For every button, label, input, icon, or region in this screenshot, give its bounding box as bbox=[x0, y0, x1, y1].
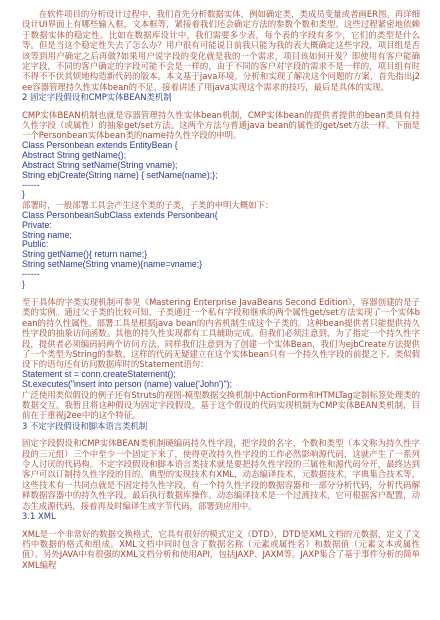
paragraph-subclass-explanation: 至于具体的字类实现机制可参见《Mastering Enterprise JavaBeans Second Edition》，容器创建的是子类的实例。通过父子类的比较可知，子类通过一个私有字段和继承的两个属性get/set方法实现了一个实体bean的持久性属性。部署工具是根据java bean的内省机制生成这个子类的。这种bean提供者只能提供持久性字段的抽象访问函数。其他的持久性实现都有工具辅助完成。但我们必须注意到，为了指定一个持久性字段，提供者必须编码码两个访问方法。同样我们注意到为了创建一个实体Bean，我们为ejbCreate方法提供了一个类型为String的参数。这样的代码无疑建立在这个实体bean只有一个持久性字段的前提之下。类似假设下的语句还有访问数据库时的Statement语句： bbox=[22, 296, 420, 370]
paragraph-struts: 广泛使用类似假设的例子还有Struts的视图-模型数据交换机制中ActionForm和HTMLTag定制标签处理类的数据交互。我暂且将这种假设为固定字段假设，基于这个假设的代码实现机制为CMP实体BEAN类机制，目前在于重视j2ee中的这个特征。 bbox=[22, 389, 420, 421]
code-line: Private: bbox=[22, 220, 52, 230]
paragraph-xml: XML是一个非常好的数据交换格式，它具有很好的模式定义（DTD），DTD是XML文档的元数据，定义了文档中数据的格式和组成。XML文档中同时包含了数据名称（元素或属性名）和数据值（元素文本或属性值）。另外JAVA中有很强的XML文档分析和使用API，包括JAXP、JAXM等。JAXP集合了基于事件分析的简单XML编程 bbox=[22, 528, 420, 570]
paragraph-deploy: 部署时，一般部署工具会产生这个类的子类，子类的申明大概如下： bbox=[22, 200, 274, 211]
code-line: String setName(String vname){name=vname;} bbox=[22, 260, 203, 270]
paragraph-unfixed-fields: 固定字段假设和CMP实体BEAN类机制硬编码持久性字段，把字段的名字，个数和类型（本文称为持久性字段的三元组）三个中至少一个固定下来了，使得更改持久性字段的工作必然影响源代码，这就产生了一系列令人讨厌的代码构。不定字段假设和脚本语言类技术就是要把持久性字段的三属性和源代码分开，最终达到客户可以订制持久性字段的目的。典型的实现技术有XML，动态编译技术，元数据技术，字典集合技术等，这些技术有一共同点就是不固定持久性字段，有一个持久性字段的数据容器和一部分分析代码，分析代码解释数据容器中的持久性字段，最后执行数据库操作。动态编译技术是一个过渡技术，它可根据客户配置，动态生成源代码，接着再及时编译生成字节代码，部署到应用中。 bbox=[22, 438, 420, 511]
code-line: ------ bbox=[22, 180, 40, 190]
paragraph-intro: 在软件项目的分析设计过程中，我们首先分析数据实体，例如确定类，类成员变量或者画ER图。再详细设计UI界面上有哪些输入框，文本框等，紧接着我们还会确定方法的参数个数和类型。这些过程紧密地依赖于数据实体的稳定性。比如在数据库设计中，我们需要多少表，每个表的字段有多少，它们的类型是什么等。但是当这个稳定性失去了怎么办？用户很有可能说日前我只能为我的表大概确定这些字段，项目组是否该等到用户确定之后再做?如果用户说字段的变化就是我的一个需求，项目该如何开发？即使用有客户能确定字段，不同的客户确定的字段可能不会是一样的，由于不同的客户对字段的需求不是一样的，项目组有时不得不不伏其烦地构造新代码的版本。本文基于java环境，分析和实现了解决这个问题的方案，首先指出j2ee容器管理持久性实体bean的不足，接着讲述了用java实现这个需求的技巧，最后是具体的实现。 bbox=[22, 9, 420, 92]
code-line: String getName(){ return name;} bbox=[22, 250, 148, 260]
code-line: Class Personbean extends EntityBean { bbox=[22, 140, 178, 150]
code-line: Public: bbox=[22, 240, 49, 250]
code-line: St.executes("insert into person (name) value('John')"); bbox=[22, 379, 233, 389]
section-heading-2: 2 固定字段假设和CMP实体BEAN类机制 bbox=[22, 92, 172, 103]
paragraph-cmp: CMP实体BEAN机制也就是容器管理持久性实体bean机制，CMP实体bean的提供者提供的bean类具有持久性字段（或属性）的抽象get/set方法。这两个方法与普通java bean的属性的get/set方法一样。下面是一个Personbean实体bean类的name持久性字段的申明。 bbox=[22, 109, 420, 141]
code-line: } bbox=[22, 280, 25, 290]
code-line: Class PersonbeanSubClass extends Personbean{ bbox=[22, 210, 218, 220]
code-line: ------ bbox=[22, 270, 40, 280]
section-heading-3-1: 3.1 XML bbox=[22, 511, 56, 522]
section-heading-3: 3 不定字段假设和脚本语言类机制 bbox=[22, 420, 148, 431]
code-line: Abstract String getName(); bbox=[22, 150, 127, 160]
code-block-statement bbox=[22, 370, 420, 390]
code-line: String name; bbox=[22, 230, 72, 240]
code-block-personbean bbox=[22, 141, 420, 200]
code-line: String ebjCreate(String name) { setName(name);}; bbox=[22, 170, 218, 180]
code-block-subclass bbox=[22, 211, 420, 290]
code-line: Statement st = conn.createStatement(); bbox=[22, 369, 176, 379]
code-line: } bbox=[22, 190, 25, 200]
code-line: Abstract String setName(String vname); bbox=[22, 160, 178, 170]
